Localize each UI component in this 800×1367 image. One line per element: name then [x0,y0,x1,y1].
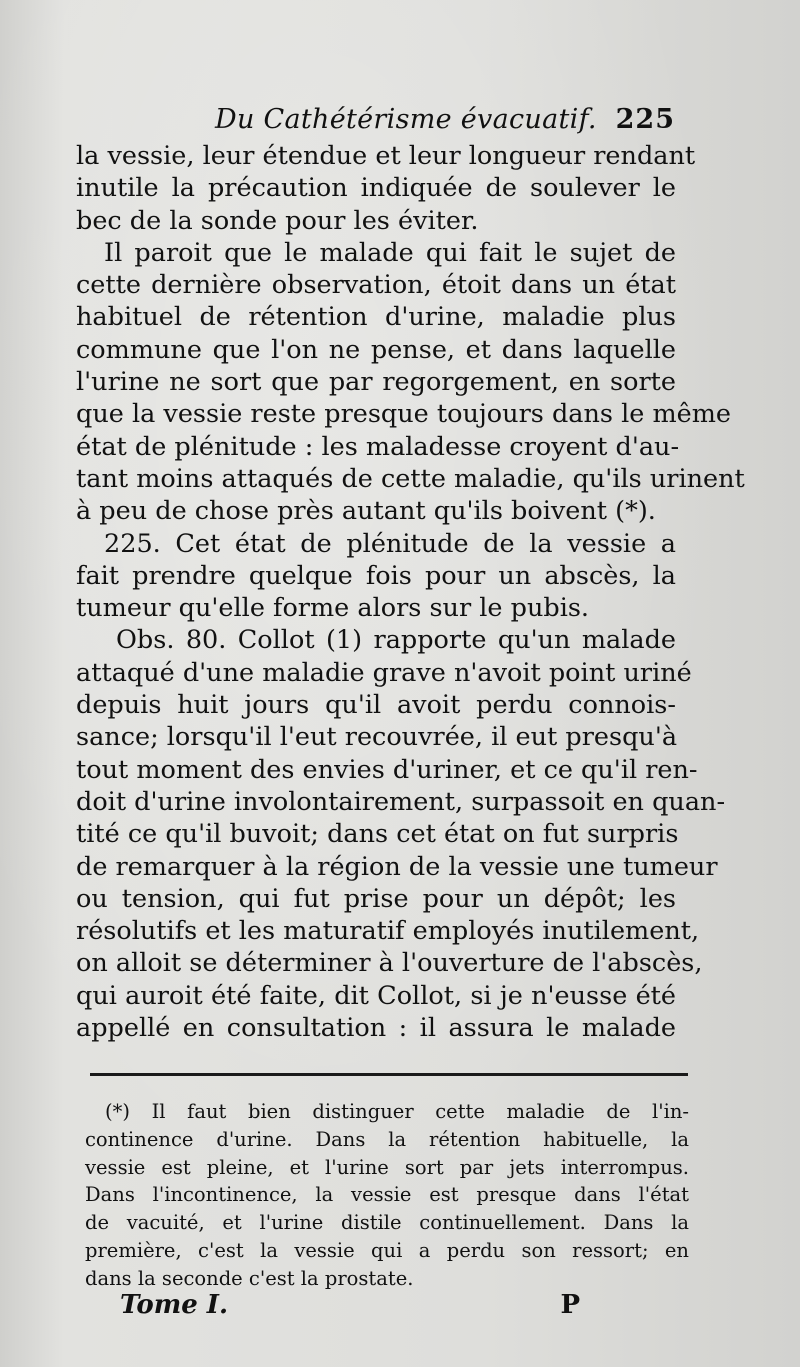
footnote-line: vessie est pleine, et l'urine sort par jets interrompus. [85,1155,689,1179]
body-line: cette dernière observation, étoit dans un état [76,270,676,301]
page-footer [120,1290,580,1326]
body-line: attaqué d'une maladie grave n'avoit point uriné [76,657,692,688]
body-line: Il paroit que le malade qui fait le sujet de [104,237,676,268]
running-title: Du Cathétérisme évacuatif. [215,104,597,135]
body-line: appellé en consultation : il assura le malade [76,1013,676,1044]
body-line: Obs. 80. Collot (1) rapporte qu'un malade [116,625,676,656]
body-line: 225. Cet état de plénitude de la vessie a [104,528,676,559]
footnote-line: première, c'est la vessie qui a perdu son ressort; en [85,1238,689,1262]
body-line: tant moins attaqués de cette maladie, qu'ils urinent [76,463,745,494]
body-line: inutile la précaution indiquée de soulever le [76,173,676,204]
footnote-rule [90,1073,688,1076]
body-line: tout moment des envies d'uriner, et ce qu'il ren- [76,754,698,785]
body-line: bec de la sonde pour les éviter. [76,205,479,236]
footnote-line: Dans l'incontinence, la vessie est presque dans l'état [85,1183,689,1207]
body-line: depuis huit jours qu'il avoit perdu connois- [76,690,676,721]
body-line: à peu de chose près autant qu'ils boivent (*). [76,496,656,527]
body-line: résolutifs et les maturatif employés inutilement, [76,916,700,947]
body-line: habituel de rétention d'urine, maladie plus [76,302,676,333]
body-line: fait prendre quelque fois pour un abscès, la [76,560,676,591]
footnote-line: de vacuité, et l'urine distile continuellement. Dans la [85,1211,689,1235]
body-line: tité ce qu'il buvoit; dans cet état on fut surpris [76,819,679,850]
body-line: l'urine ne sort que par regorgement, en sorte [76,367,676,398]
body-line: commune que l'on ne pense, et dans laquelle [76,334,676,365]
body-line: état de plénitude : les maladesse croyent d'au- [76,431,680,462]
signature-mark: P [560,1290,580,1320]
body-line: on alloit se déterminer à l'ouverture de l'abscès, [76,948,703,979]
body-line: que la vessie reste presque toujours dans le même [76,399,731,430]
body-line: de remarquer à la région de la vessie une tumeur [76,851,718,882]
footnote-line: dans la seconde c'est la prostate. [85,1266,414,1290]
body-line: la vessie, leur étendue et leur longueur rendant [76,141,696,171]
body-line: sance; lorsqu'il l'eut recouvrée, il eut presqu'à [76,722,678,753]
page-number: 225 [615,104,675,135]
volume-label: Tome I. [120,1290,229,1320]
body-line: ou tension, qui fut prise pour un dépôt; les [76,883,676,914]
footnote-line: (*) Il faut bien distinguer cette maladie de l'in- [105,1100,689,1123]
body-text [76,140,745,1044]
body-line: qui auroit été faite, dit Collot, si je n'eusse été [76,980,676,1011]
page-header [215,104,675,144]
footnote [85,1098,689,1293]
body-line: doit d'urine involontairement, surpassoit en quan- [76,786,726,817]
footnote-line: continence d'urine. Dans la rétention habituelle, la [85,1127,689,1151]
body-line: tumeur qu'elle forme alors sur le pubis. [76,593,590,624]
